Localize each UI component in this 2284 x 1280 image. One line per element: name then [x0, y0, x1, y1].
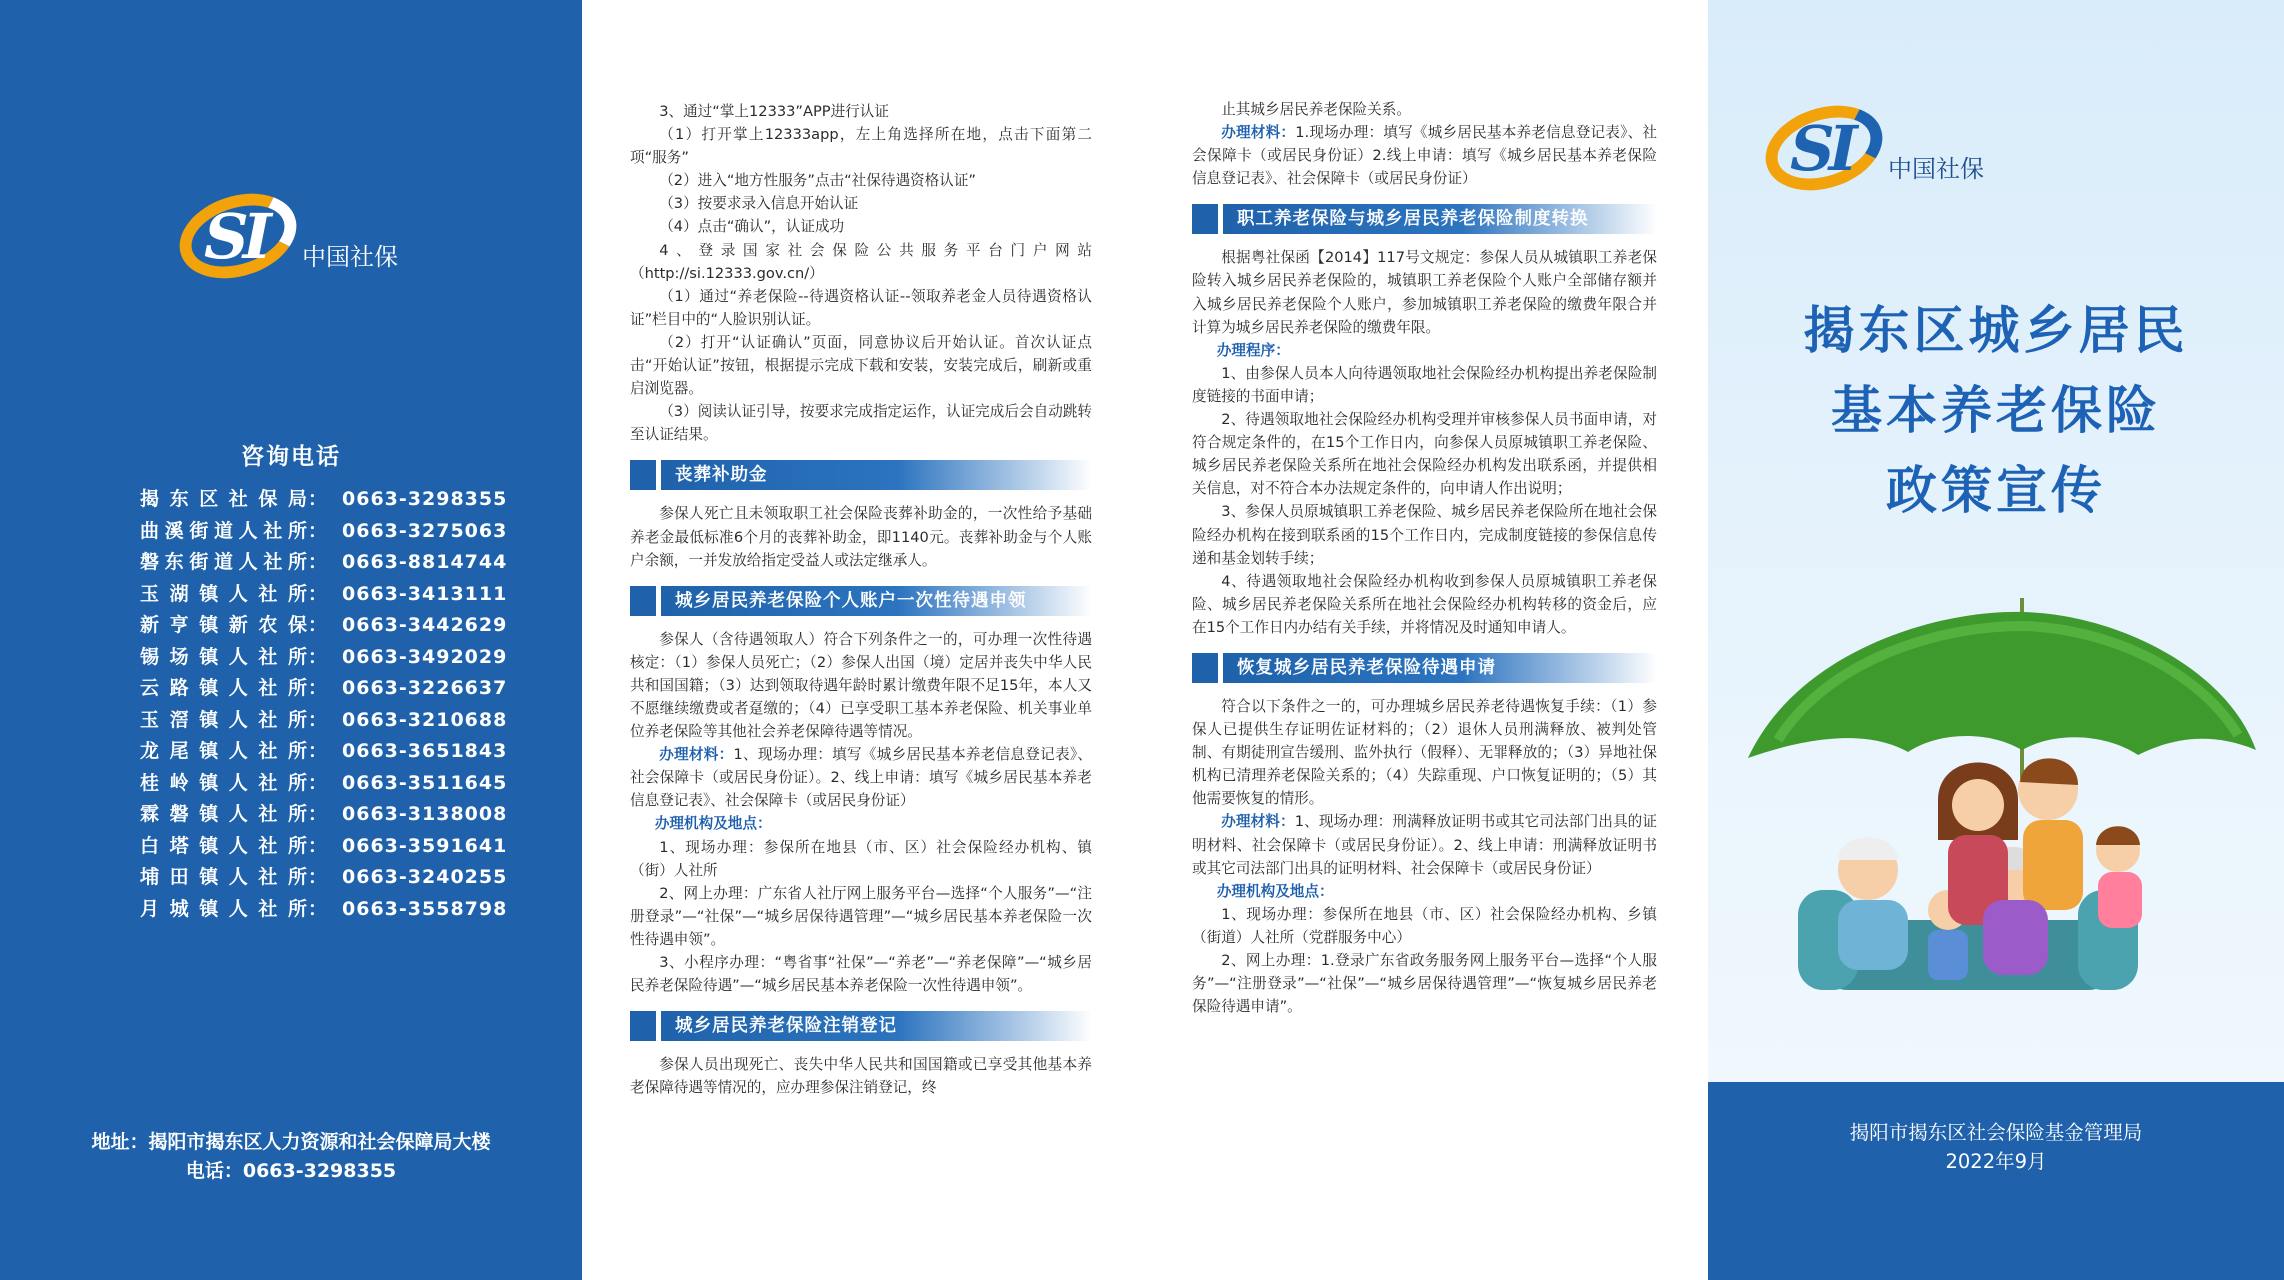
phone-title: 咨询电话: [241, 444, 341, 470]
subheading: 办理程序：: [1216, 341, 1290, 359]
si-logo: [1764, 104, 1984, 194]
phone-item: 云路镇人社所： 0663-3226637: [140, 677, 508, 699]
family-umbrella-illustration: [1738, 590, 2258, 1030]
paragraph: 根据粤社保函【2014】117号文规定：参保人员从城镇职工养老保险转入城乡居民养老保险的，城镇职工养老保险个人账户全部储存额并入城乡居民养老保险个人账户，参加城镇职工养老保险的缴费年限合并计算为城乡居民养老保险的缴费年限。: [1192, 249, 1657, 336]
materials-paragraph: 办理材料：1、现场办理：刑满释放证明书或其它司法部门出具的证明材料、社会保障卡（或居民身份证）。2、线上申请：刑满释放证明书或其它司法部门出具的证明材料、社会保障卡（或居民身份证）: [1192, 813, 1657, 877]
cover-footer: [1708, 1082, 2284, 1280]
paragraph: 3、参保人员原城镇职工养老保险、城乡居民养老保险所在地社会保险经办机构在接到联系函的15个工作日内，完成制度链接的参保信息传递和基金划转手续；: [1192, 503, 1657, 567]
phone-item: 玉滘镇人社所： 0663-3210688: [140, 708, 508, 731]
paragraph: 参保人（含待遇领取人）符合下列条件之一的，可办理一次性待遇核定：（1）参保人员死亡；（2）参保人出国（境）定居并丧失中华人民共和国国籍；（3）达到领取待遇年龄时累计缴费年限不足15年，本人又不愿继续缴费或者趸缴的；（4）已享受职工基本养老保险、机关事业单位养老保险等其他社会养老保障待遇等情况。: [630, 630, 1092, 741]
si-logo-icon: SI: [1764, 104, 1884, 194]
section-header-restore: 恢复城乡居民养老保险待遇申请: [1192, 653, 1657, 683]
address-text: 地址：揭阳市揭东区人力资源和社会保障局大楼: [91, 1131, 491, 1153]
cover-panel: [1708, 0, 2284, 1280]
paragraph: 3、通过“掌上12333”APP进行认证: [659, 103, 889, 120]
phone-item: 新亨镇新农保： 0663-3442629: [140, 614, 508, 636]
paragraph: 2、网上办理：广东省人社厅网上服务平台—选择“个人服务”—“注册登录”—“社保”—“城乡居保待遇管理”—“城乡居民基本养老保险一次性待遇申领”。: [630, 884, 1092, 948]
paragraph: （1）通过“养老保险--待遇资格认证--领取养老金人员待遇资格认证”栏目中的“人脸识别认证。: [630, 287, 1092, 328]
subheading: 办理机构及地点：: [654, 815, 772, 833]
paragraph: （4）点击“确认”，认证成功: [659, 218, 845, 236]
si-logo: [178, 192, 398, 282]
paragraph: 3、小程序办理：“粤省事“社保”—“养老”—“养老保障”—“城乡居民养老保险待遇”—“城乡居民基本养老保险一次性待遇申领”。: [630, 954, 1092, 995]
phone-item: 月城镇人社所： 0663-3558798: [140, 897, 508, 920]
phone-item: 锡场镇人社所： 0663-3492029: [140, 645, 508, 668]
paragraph: 参保人员出现死亡、丧失中华人民共和国国籍或已享受其他基本养老保障待遇等情况的，应办理参保注销登记，终: [630, 1056, 1092, 1097]
paragraph: 参保人死亡且未领取职工社会保险丧葬补助金的，一次性给予基础养老金最低标准6个月的丧葬补助金，即1140元。丧葬补助金与个人账户余额，一并发放给指定受益人或法定继承人。: [630, 505, 1092, 569]
section-header-funeral: 丧葬补助金: [630, 460, 1092, 490]
tel-text: 电话：0663-3298355: [185, 1160, 397, 1182]
paragraph: 4、登录国家社会保险公共服务平台门户网站（http://si.12333.gov.cn/）: [630, 241, 1092, 282]
paragraph: （2）进入“地方性服务”点击“社保待遇资格认证”: [659, 172, 976, 190]
si-logo-icon: SI: [178, 192, 298, 282]
phone-item: 埔田镇人社所： 0663-3240255: [140, 866, 508, 888]
text-column-2: [1192, 98, 1657, 1018]
date-text: 2022年9月: [1945, 1150, 2047, 1173]
phone-item: 桂岭镇人社所： 0663-3511645: [140, 771, 508, 794]
phone-list: [140, 484, 507, 925]
left-panel: [0, 0, 582, 1280]
phone-item: 龙尾镇人社所： 0663-3651843: [140, 740, 508, 762]
paragraph: 1、现场办理：参保所在地县（市、区）社会保险经办机构、乡镇（街道）人社所（党群服务中心）: [1192, 905, 1657, 946]
phone-item: 白塔镇人社所： 0663-3591641: [140, 834, 508, 857]
paragraph: 4、待遇领取地社会保险经办机构收到参保人员原城镇职工养老保险、城乡居民养老保险关系所在地社会保险经办机构转移的资金后，应在15个工作日内办结有关手续，并将情况及时通知申请人。: [1192, 572, 1657, 636]
paragraph: （2）打开“认证确认”页面，同意协议后开始认证。首次认证点击“开始认证”按钮，根据提示完成下载和安装，安装完成后，刷新或重启浏览器。: [630, 333, 1092, 398]
paragraph: 1、由参保人员本人向待遇领取地社会保险经办机构提出养老保险制度链接的书面申请；: [1192, 364, 1657, 405]
paragraph: （3）按要求录入信息开始认证: [659, 195, 859, 213]
section-header-cancellation: 城乡居民养老保险注销登记: [630, 1011, 1092, 1041]
section-header-lump-sum: 城乡居民养老保险个人账户一次性待遇申领: [630, 586, 1092, 616]
phone-item: 曲溪街道人社所： 0663-3275063: [140, 519, 508, 542]
materials-paragraph: 办理材料：1、现场办理：填写《城乡居民基本养老信息登记表》、社会保障卡（或居民身份证）。2、线上申请：填写《城乡居民基本养老信息登记表》、社会保障卡（或居民身份证）: [630, 746, 1092, 810]
contact-footer: [0, 1128, 582, 1186]
logo-text: 中国社保: [302, 242, 398, 271]
paragraph: 2、待遇领取地社会保险经办机构受理并审核参保人员书面申请，对符合规定条件的，在15个工作日内，向参保人员原城镇职工养老保险、城乡居民养老保险关系所在地社会保险经办机构发出联系函，并提供相关信息，对不符合本办法规定条件的，向申请人作出说明；: [1192, 411, 1657, 498]
title-line: 政策宣传: [1885, 462, 2106, 521]
paragraph: 1、现场办理：参保所在地县（市、区）社会保险经办机构、镇（街）人社所: [630, 838, 1092, 879]
paragraph: （3）阅读认证引导，按要求完成指定运作，认证完成后会自动跳转至认证结果。: [630, 403, 1092, 444]
cover-title: [1708, 292, 2284, 532]
text-column-1: [630, 100, 1092, 1099]
logo-text: 中国社保: [1888, 154, 1984, 183]
paragraph: （1）打开掌上12333app，左上角选择所在地，点击下面第二项“服务”: [630, 126, 1092, 167]
phone-item: 揭东区社保局： 0663-3298355: [140, 488, 508, 510]
issuer-text: 揭阳市揭东区社会保险基金管理局: [1849, 1121, 2143, 1144]
paragraph: 符合以下条件之一的，可办理城乡居民养老待遇恢复手续：（1）参保人已提供生存证明佐证材料的；（2）退休人员刑满释放、被判处管制、有期徒刑宣告缓刑、监外执行（假释）、无罪释放的；（3）异地社保机构已清理养老保险关系的；（4）失踪重现、户口恢复证明的；（5）其他需要恢复的情形。: [1192, 697, 1657, 808]
phone-item: 磐东街道人社所： 0663-8814744: [140, 551, 508, 573]
paragraph: 止其城乡居民养老保险关系。: [1221, 101, 1411, 118]
paragraph: 2、网上办理：1.登录广东省政务服务网上服务平台—选择“个人服务”—“注册登录”—“社保”—“城乡居保待遇管理”—“恢复城乡居民养老保险待遇申请”。: [1192, 952, 1657, 1016]
subheading: 办理机构及地点：: [1216, 882, 1334, 900]
materials-paragraph: 办理材料：1.现场办理：填写《城乡居民基本养老信息登记表》、社会保障卡（或居民身份证）2.线上申请：填写《城乡居民基本养老保险信息登记表》、社会保障卡（或居民身份证）: [1192, 124, 1657, 188]
section-header-transfer: 职工养老保险与城乡居民养老保险制度转换: [1192, 204, 1657, 234]
phone-item: 玉湖镇人社所： 0663-3413111: [140, 582, 508, 605]
title-line: 揭东区城乡居民: [1803, 302, 2189, 361]
title-line: 基本养老保险: [1830, 382, 2161, 441]
phone-item: 霖磐镇人社所： 0663-3138008: [140, 803, 508, 825]
